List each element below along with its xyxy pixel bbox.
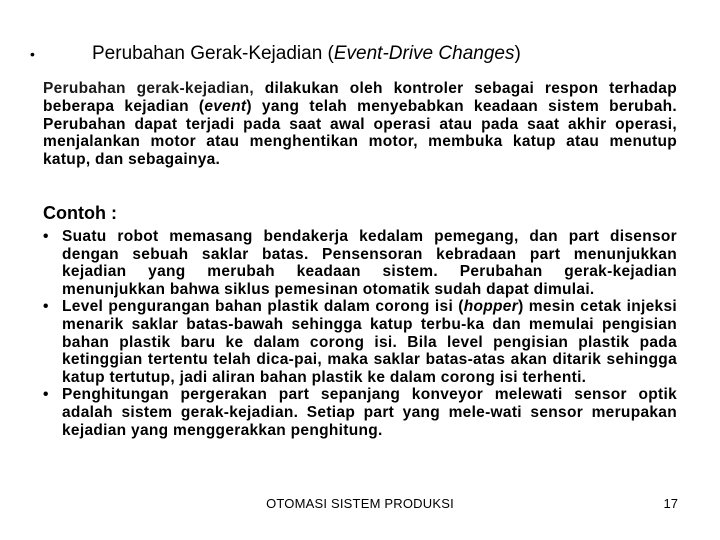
list-bullet: • [43, 228, 49, 245]
intro-text-part1: dilakukan oleh kontroler sebagai respon terhadap beberapa kejadian ( [43, 80, 677, 115]
footer-label: OTOMASI SISTEM PRODUKSI [266, 496, 454, 511]
list-bullet: • [43, 298, 49, 316]
title-bullet: • [30, 46, 35, 62]
title-main-text: Perubahan Gerak-Kejadian ( [92, 43, 334, 64]
page-number: 17 [663, 496, 678, 511]
title-end-text: ) [514, 43, 521, 64]
intro-italic: event [204, 97, 247, 115]
example-list [43, 228, 677, 439]
example-item-hopper [43, 298, 677, 386]
example-item-robot [43, 228, 677, 298]
intro-paragraph [43, 80, 677, 169]
example-italic-term: hopper [463, 298, 519, 316]
example-text-cont: ) mesin cetak injeksi menarik saklar batas-bawah sehingga katup terbu-ka dan memulai pengisian bahan plastik baru ke dalam corong isi. Bila level pengisian plastik pada ketinggian tertentu telah dica-pai, maka saklar batas-atas akan ditarik sehingga katup tertutup, jadi aliran bahan plastik ke dalam corong isi terhenti. [62, 298, 677, 386]
intro-lead: Perubahan gerak-kejadian, [43, 80, 254, 97]
example-text: Suatu robot memasang bendakerja kedalam pemegang, dan part disensor dengan sebuah saklar batas. Pensensoran kebradaan part menunjukkan kejadian yang merubah keadaan sistem. Perubahan gerak-kejadian menunjukkan bahwa siklus pemesinan otomatik sudah dapat dimulai. [62, 228, 677, 298]
example-item-conveyor [43, 386, 677, 439]
list-bullet: • [43, 386, 49, 404]
example-text: Level pengurangan bahan plastik dalam corong isi ( [62, 298, 464, 316]
intro-text-part2: ) yang telah menyebabkan keadaan sistem berubah. Perubahan dapat terjadi pada saat awal operasi atau pada saat akhir operasi, menjalankan motor atau menghentikan motor, membuka katup atau menutup katup, dan sebagainya. [43, 97, 677, 169]
title-italic-text: Event-Drive Changes [333, 43, 515, 64]
slide-title [30, 42, 690, 66]
example-heading: Contoh : [43, 203, 117, 223]
example-text: Penghitungan pergerakan part sepanjang konveyor melewati sensor optik adalah sistem gerak-kejadian. Setiap part yang mele-wati sensor merupakan kejadian yang menggerakkan penghitung. [62, 386, 677, 439]
